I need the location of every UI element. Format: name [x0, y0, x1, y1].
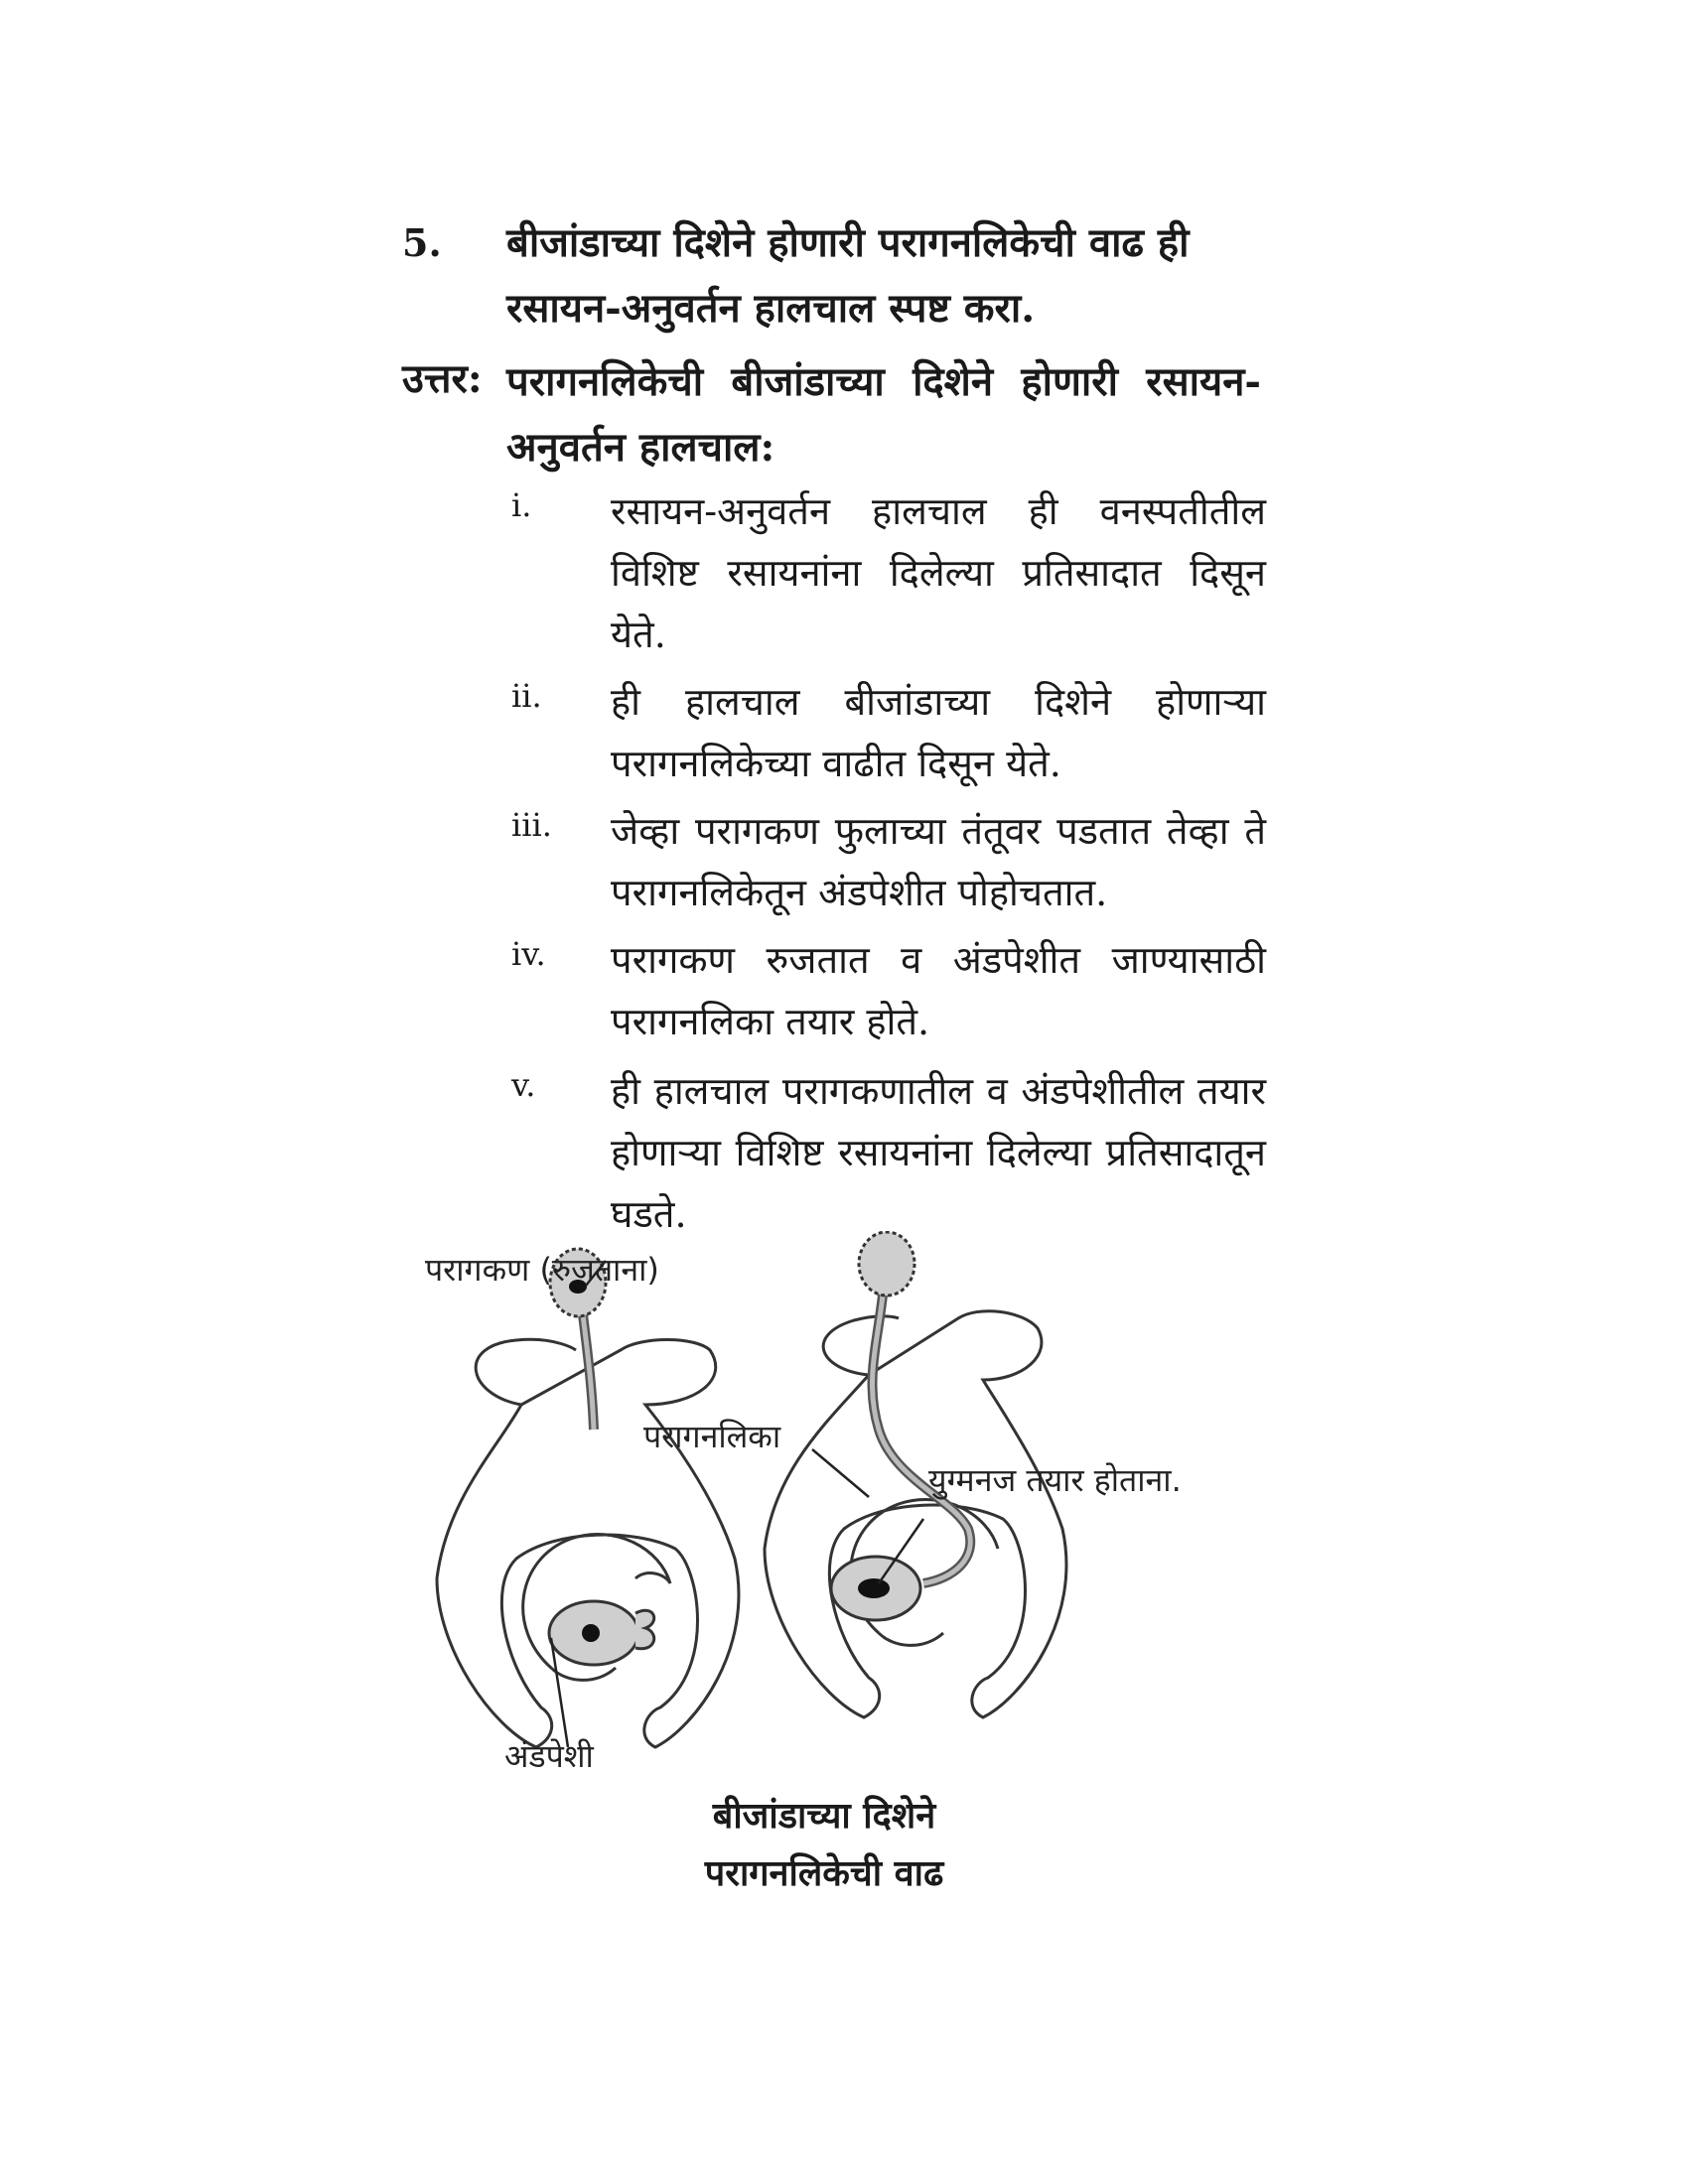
answer-title: परागनलिकेची बीजांडाच्या दिशेने होणारी रसायन-अनुवर्तन हालचाल: — [506, 358, 1261, 471]
zygote-label: युग्मनज तयार होताना. — [928, 1461, 1182, 1499]
point-number: v. — [511, 1066, 536, 1104]
point-text: ही हालचाल बीजांडाच्या दिशेने होणाऱ्या परागनलिकेच्या वाढीत दिसून येते. — [611, 680, 1266, 785]
answer-label: उत्तर: — [402, 355, 483, 402]
egg-cell-label: अंडपेशी — [504, 1737, 594, 1775]
pollen-label: परागकण (रुजताना) — [425, 1251, 659, 1289]
point-text: रसायन-अनुवर्तन हालचाल ही वनस्पतीतील विशिष्ट रसायनांना दिलेल्या प्रतिसादात दिसून येते. — [611, 489, 1266, 656]
point-number: iv. — [511, 935, 546, 973]
point-text: ही हालचाल परागकणातील व अंडपेशीतील तयार होणाऱ्या विशिष्ट रसायनांना दिलेल्या प्रतिसादातून घडते. — [611, 1069, 1266, 1236]
point-number: ii. — [511, 677, 542, 715]
right-zygote-nucleus — [858, 1578, 890, 1598]
tube-leader-line — [812, 1449, 869, 1497]
question-text: बीजांडाच्या दिशेने होणारी परागनलिकेची वाढ ही रसायन-अनुवर्तन हालचाल स्पष्ट करा. — [506, 219, 1190, 332]
point-text: परागकण रुजतात व अंडपेशीत जाण्यासाठी परागनलिका तयार होते. — [611, 938, 1266, 1043]
figure-caption — [616, 1787, 1033, 1902]
left-egg-nucleus — [582, 1624, 600, 1642]
caption-line-2: परागनलिकेची वाढ — [704, 1852, 944, 1894]
right-pollen-tube — [873, 1286, 971, 1583]
pollen-tube-label: परागनलिका — [643, 1418, 781, 1455]
question-number: 5. — [402, 220, 442, 265]
left-synergid — [635, 1610, 654, 1649]
right-ovary-diagram — [765, 1286, 1066, 1717]
point-number: i. — [511, 486, 532, 524]
right-carpel-outline — [765, 1311, 1066, 1717]
right-pollen-grain — [859, 1232, 914, 1296]
caption-line-1: बीजांडाच्या दिशेने — [712, 1795, 936, 1837]
left-ovary-diagram — [437, 1298, 739, 1747]
pollen-tube-diagram — [0, 1231, 1688, 1787]
point-number: iii. — [511, 806, 552, 844]
point-text: जेव्हा परागकण फुलाच्या तंतूवर पडतात तेव्हा ते परागनलिकेतून अंडपेशीत पोहोचतात. — [611, 809, 1266, 914]
